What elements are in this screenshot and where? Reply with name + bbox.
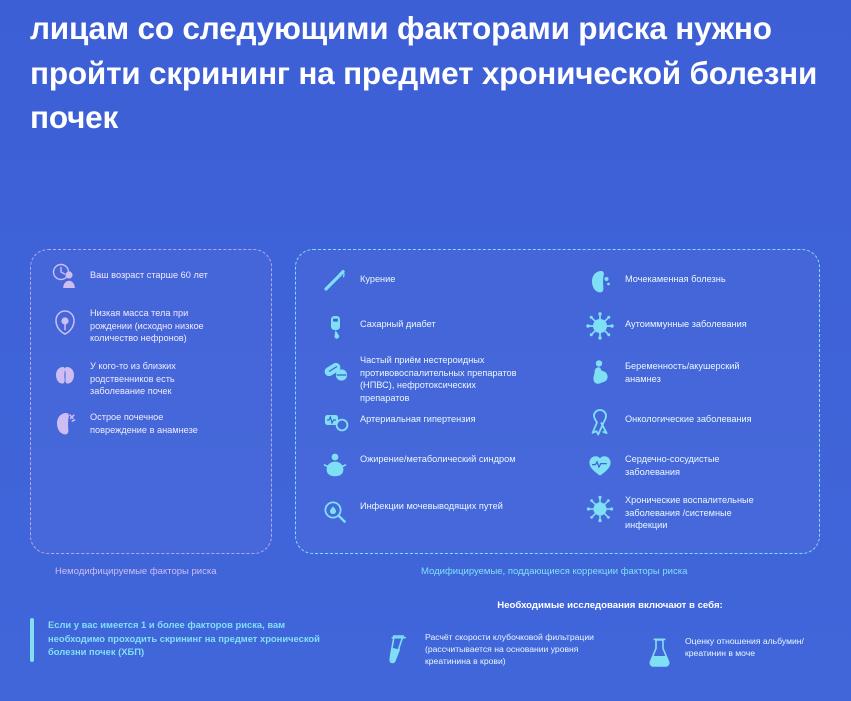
list-item-label: Аутоиммунные заболевания bbox=[625, 319, 747, 329]
pills-icon bbox=[320, 354, 350, 384]
study-label: Расчёт скорости клубочковой фильтрации (рассчитывается на основании уровня креатинина в крови) bbox=[425, 632, 594, 666]
study-item bbox=[385, 632, 610, 668]
list-item-label: Хронические воспалительные заболевания /системные инфекции bbox=[625, 495, 754, 531]
screening-note-text: Если у вас имеется 1 и более факторов риска, вам необходимо проходить скрининг на предмет хронической болезни почек (ХБП) bbox=[48, 619, 320, 658]
list-item bbox=[50, 408, 210, 438]
glucometer-icon bbox=[320, 311, 350, 341]
list-item-label: Сахарный диабет bbox=[360, 319, 436, 329]
list-item bbox=[50, 360, 210, 398]
kidneys-icon bbox=[50, 360, 80, 390]
awareness-ribbon-icon bbox=[585, 406, 615, 436]
flask-icon bbox=[645, 636, 675, 670]
list-item bbox=[320, 406, 520, 436]
modifiable-caption: Модифицируемые, поддающиеся коррекции факторы риска bbox=[421, 566, 688, 577]
study-label: Оценку отношения альбумин/креатинин в моче bbox=[685, 636, 804, 658]
list-item-label: Сердечно-сосудистые заболевания bbox=[625, 454, 720, 477]
list-item-label: Ваш возраст старше 60 лет bbox=[90, 270, 208, 280]
list-item bbox=[585, 494, 775, 532]
list-item bbox=[50, 262, 210, 292]
urine-test-magnifier-icon bbox=[320, 497, 350, 527]
list-item bbox=[585, 406, 775, 436]
list-item-label: Онкологические заболевания bbox=[625, 414, 752, 424]
list-item-label: Низкая масса тела при рождении (исходно низкое количество нефронов) bbox=[90, 308, 204, 344]
list-item bbox=[585, 450, 775, 480]
page-title: лицам со следующими факторами риска нужно пройти скрининг на предмет хронической болезни почек bbox=[30, 10, 818, 136]
injured-kidney-icon bbox=[50, 408, 80, 438]
blood-pressure-monitor-icon bbox=[320, 406, 350, 436]
obesity-person-icon bbox=[320, 450, 350, 480]
list-item-label: Инфекции мочевыводящих путей bbox=[360, 501, 503, 511]
list-item bbox=[585, 311, 775, 341]
list-item bbox=[320, 450, 520, 480]
pregnancy-icon bbox=[585, 357, 615, 387]
study-item bbox=[645, 636, 845, 670]
list-item bbox=[320, 311, 520, 341]
list-item bbox=[320, 266, 520, 296]
list-item-label: Мочекаменная болезнь bbox=[625, 274, 726, 284]
list-item-label: Частый приём нестероидных противовоспалительных препаратов (НПВС), нефротоксических препаратов bbox=[360, 355, 517, 404]
non-modifiable-risk-panel bbox=[30, 249, 272, 554]
list-item-label: Артериальная гипертензия bbox=[360, 414, 476, 424]
list-item-label: Беременность/акушерский анамнез bbox=[625, 361, 740, 384]
screening-note bbox=[30, 618, 340, 662]
list-item-label: Курение bbox=[360, 274, 396, 284]
list-item bbox=[585, 357, 775, 387]
list-item bbox=[320, 354, 520, 405]
heart-icon bbox=[585, 450, 615, 480]
low-birth-weight-icon bbox=[50, 307, 80, 337]
kidney-stone-icon bbox=[585, 266, 615, 296]
list-item-label: Острое почечное повреждение в анамнезе bbox=[90, 412, 198, 435]
list-item bbox=[320, 497, 520, 527]
clock-person-icon bbox=[50, 262, 80, 292]
non-modifiable-caption: Немодифицируемые факторы риска bbox=[55, 566, 217, 577]
list-item bbox=[585, 266, 775, 296]
cigarette-icon bbox=[320, 266, 350, 296]
virus-icon bbox=[585, 311, 615, 341]
list-item-label: У кого-то из близких родственников есть заболевание почек bbox=[90, 361, 176, 397]
list-item bbox=[50, 307, 210, 345]
studies-title: Необходимые исследования включают в себя: bbox=[497, 600, 723, 611]
accent-bar bbox=[30, 618, 34, 662]
list-item-label: Ожирение/метаболический синдром bbox=[360, 454, 516, 464]
blood-tube-icon bbox=[385, 632, 415, 666]
virus-inflammation-icon bbox=[585, 494, 615, 524]
